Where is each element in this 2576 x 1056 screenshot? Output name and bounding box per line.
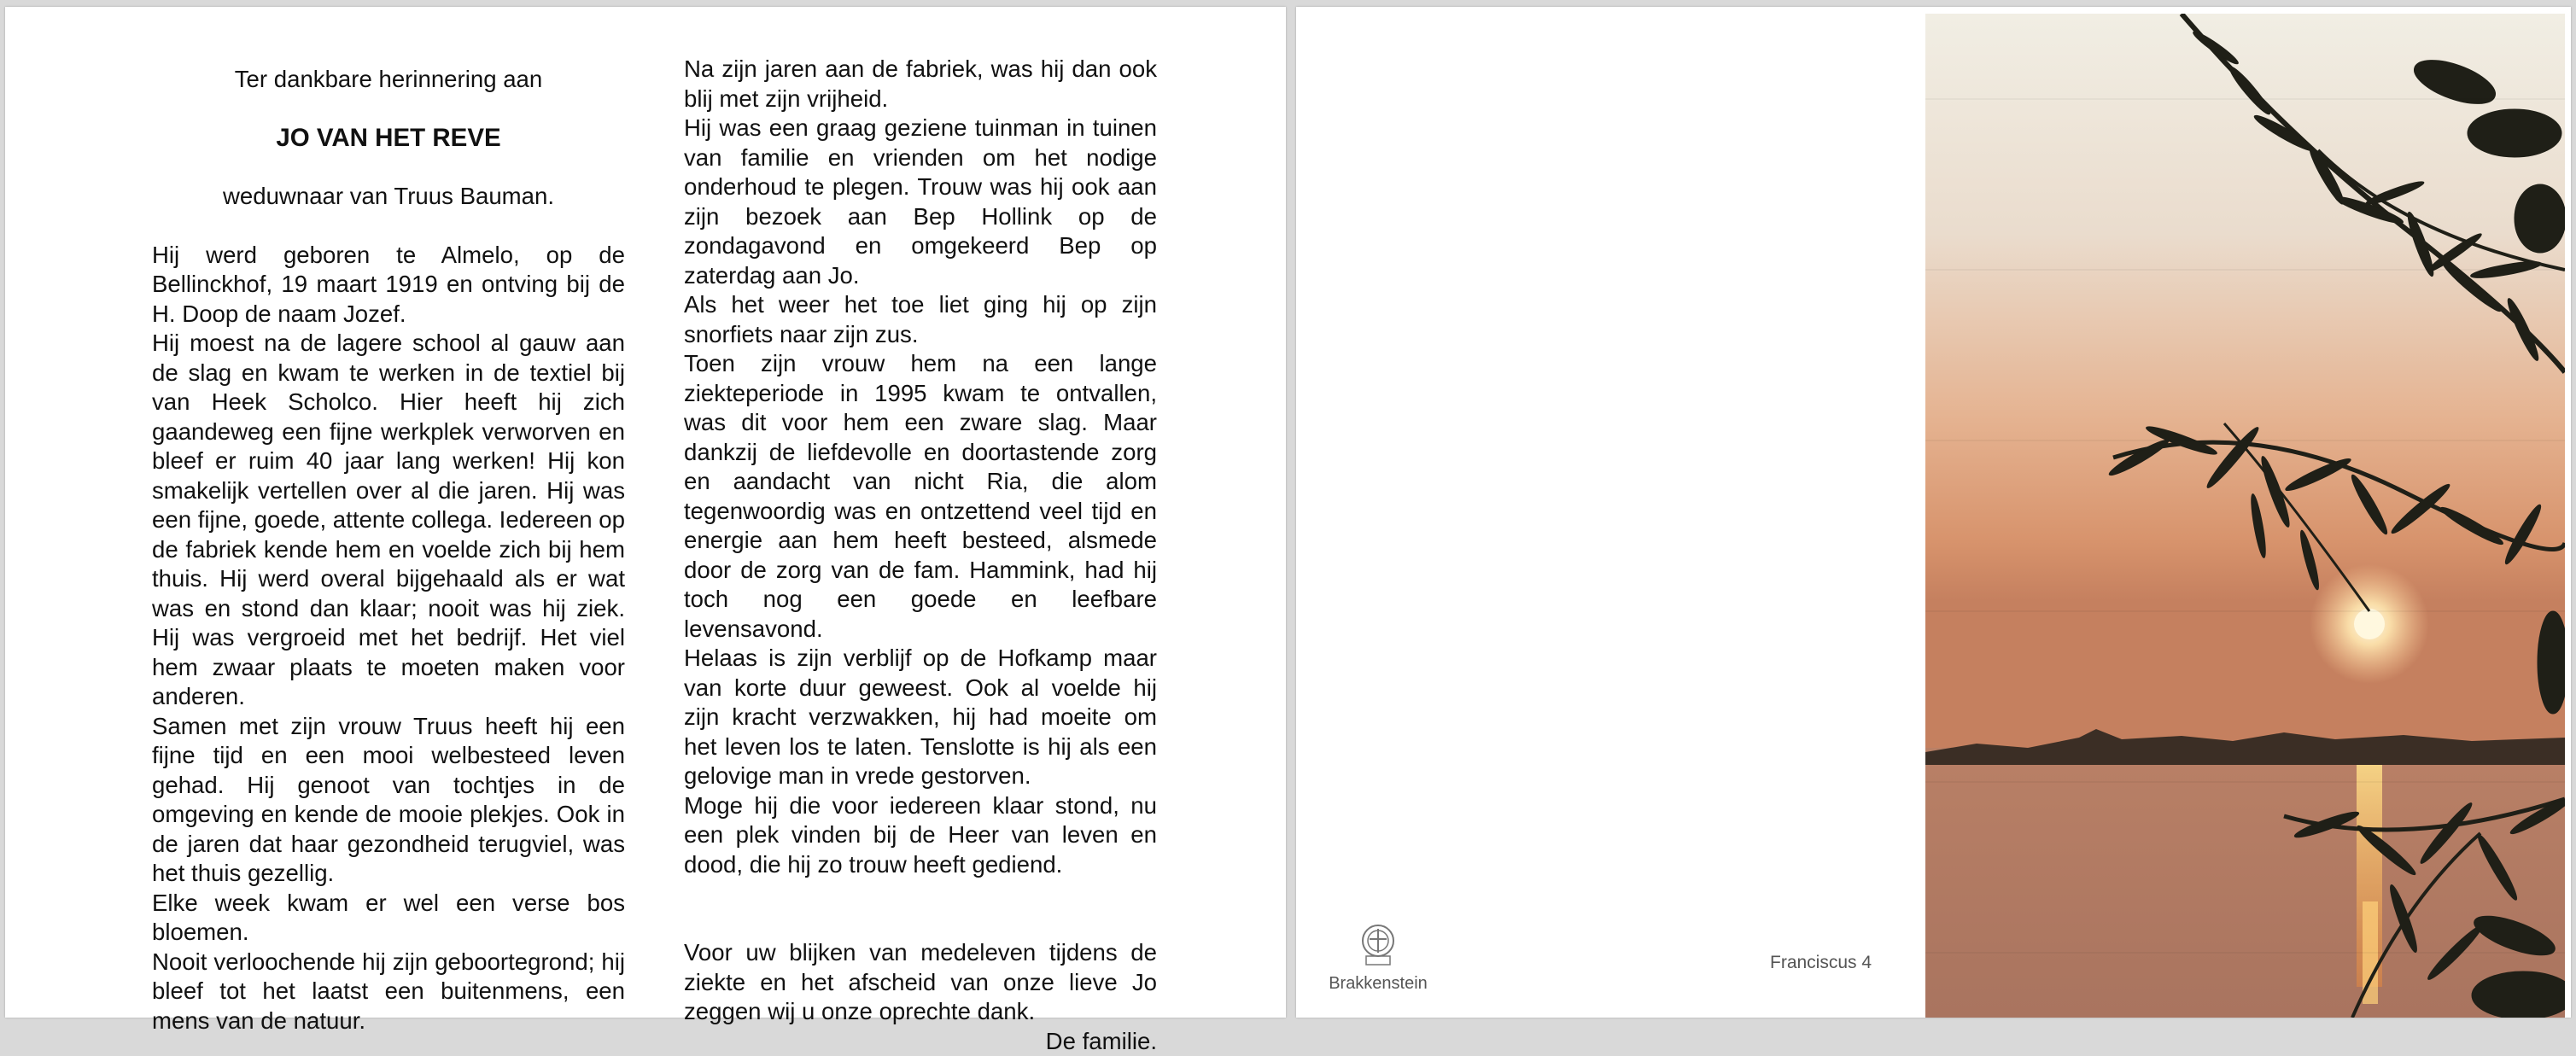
signature: De familie. [684,1027,1157,1056]
paragraph: Samen met zijn vrouw Truus heeft hij een fijne tijd en een mooi welbesteed leven gehad. Hij genoot van tochtjes in de omgeving en kende de mooie plekjes. Ook in de jaren dat haar gezondheid terugviel, was het thuis gezellig. [152,712,625,889]
thanks-paragraph: Voor uw blijken van medeleven tijdens de ziekte en het afscheid van onze lieve Jo zeggen wij u onze oprechte dank. [684,938,1157,1027]
paragraph: Hij werd geboren te Almelo, op de Bellinckhof, 19 maart 1919 en ontving bij de H. Doop de naam Jozef. [152,241,625,330]
subtitle-line: weduwnaar van Truus Bauman. [152,182,625,212]
card-back [1296,7,2571,1018]
paragraph: Als het weer het toe liet ging hij op zijn snorfiets naar zijn zus. [684,290,1157,349]
publisher-name: Brakkenstein [1318,974,1438,994]
sunset-willow-photo [1925,14,2565,1018]
paragraph: Hij was een graag geziene tuinman in tuinen van familie en vrienden om het nodige onderhoud te plegen. Trouw was hij ook aan zijn bezoek aan Bep Hollink op de zondagavond en omgekeerd Bep op zaterdag aan Jo. [684,114,1157,290]
paragraph: Hij moest na de lagere school al gauw aan de slag en kwam te werken in de textiel bij van Heek Scholco. Hier heeft hij zich gaandeweg een fijne werkplek verworven en bleef er ruim 40 jaar lang werken! Hij kon smakelijk vertellen over al die jaren. Hij was een fijne, goede, attente collega. Iedereen op de fabriek kende hem en voelde zich bij hem thuis. Hij werd overal bijgehaald als er wat was en stond dan klaar; nooit was hij ziek. Hij was vergroeid met het bedrijf. Het viel hem zwaar plaats te moeten maken voor anderen. [152,329,625,712]
text-column-left [152,55,625,1036]
paragraph: Toen zijn vrouw hem na een lange ziekteperiode in 1995 kwam te ontvallen, was dit voor hem een zware slag. Maar dankzij de liefdevolle en doortastende zorg en aandacht van nicht Ria, die alom tegenwoordig was en ontzettend veel tijd en energie aan hem heeft besteed, alsmede door de zorg van de fam. Hammink, had hij toch nog een goede en leefbare levensavond. [684,349,1157,644]
text-column-right [684,55,1157,1056]
paragraph: Moge hij die voor iedereen klaar stond, nu een plek vinden bij de Heer van leven en dood, die hij zo trouw heeft gediend. [684,791,1157,880]
paragraph: Helaas is zijn verblijf op de Hofkamp maar van korte duur geweest. Ook al voelde hij zijn kracht verzwakken, hij had moeite om het leven los te laten. Tenslotte is hij als een gelovige man in vrede gestorven. [684,644,1157,791]
card-inner-left [5,7,1286,1018]
paragraph: Nooit verloochende hij zijn geboortegrond; hij bleef tot het laatst een buitenmens, een mens van de natuur. [152,948,625,1036]
paragraph: Na zijn jaren aan de fabriek, was hij dan ook blij met zijn vrijheid. [684,55,1157,114]
card-code: Franciscus 4 [1770,953,1872,973]
sunset-photo-image [1925,14,2565,1018]
deceased-name: JO VAN HET REVE [152,124,625,154]
brakkenstein-logo-icon [1359,922,1397,968]
paragraph: Elke week kwam er wel een verse bos bloemen. [152,889,625,948]
publisher-logo [1318,922,1438,994]
intro-line: Ter dankbare herinnering aan [152,65,625,95]
